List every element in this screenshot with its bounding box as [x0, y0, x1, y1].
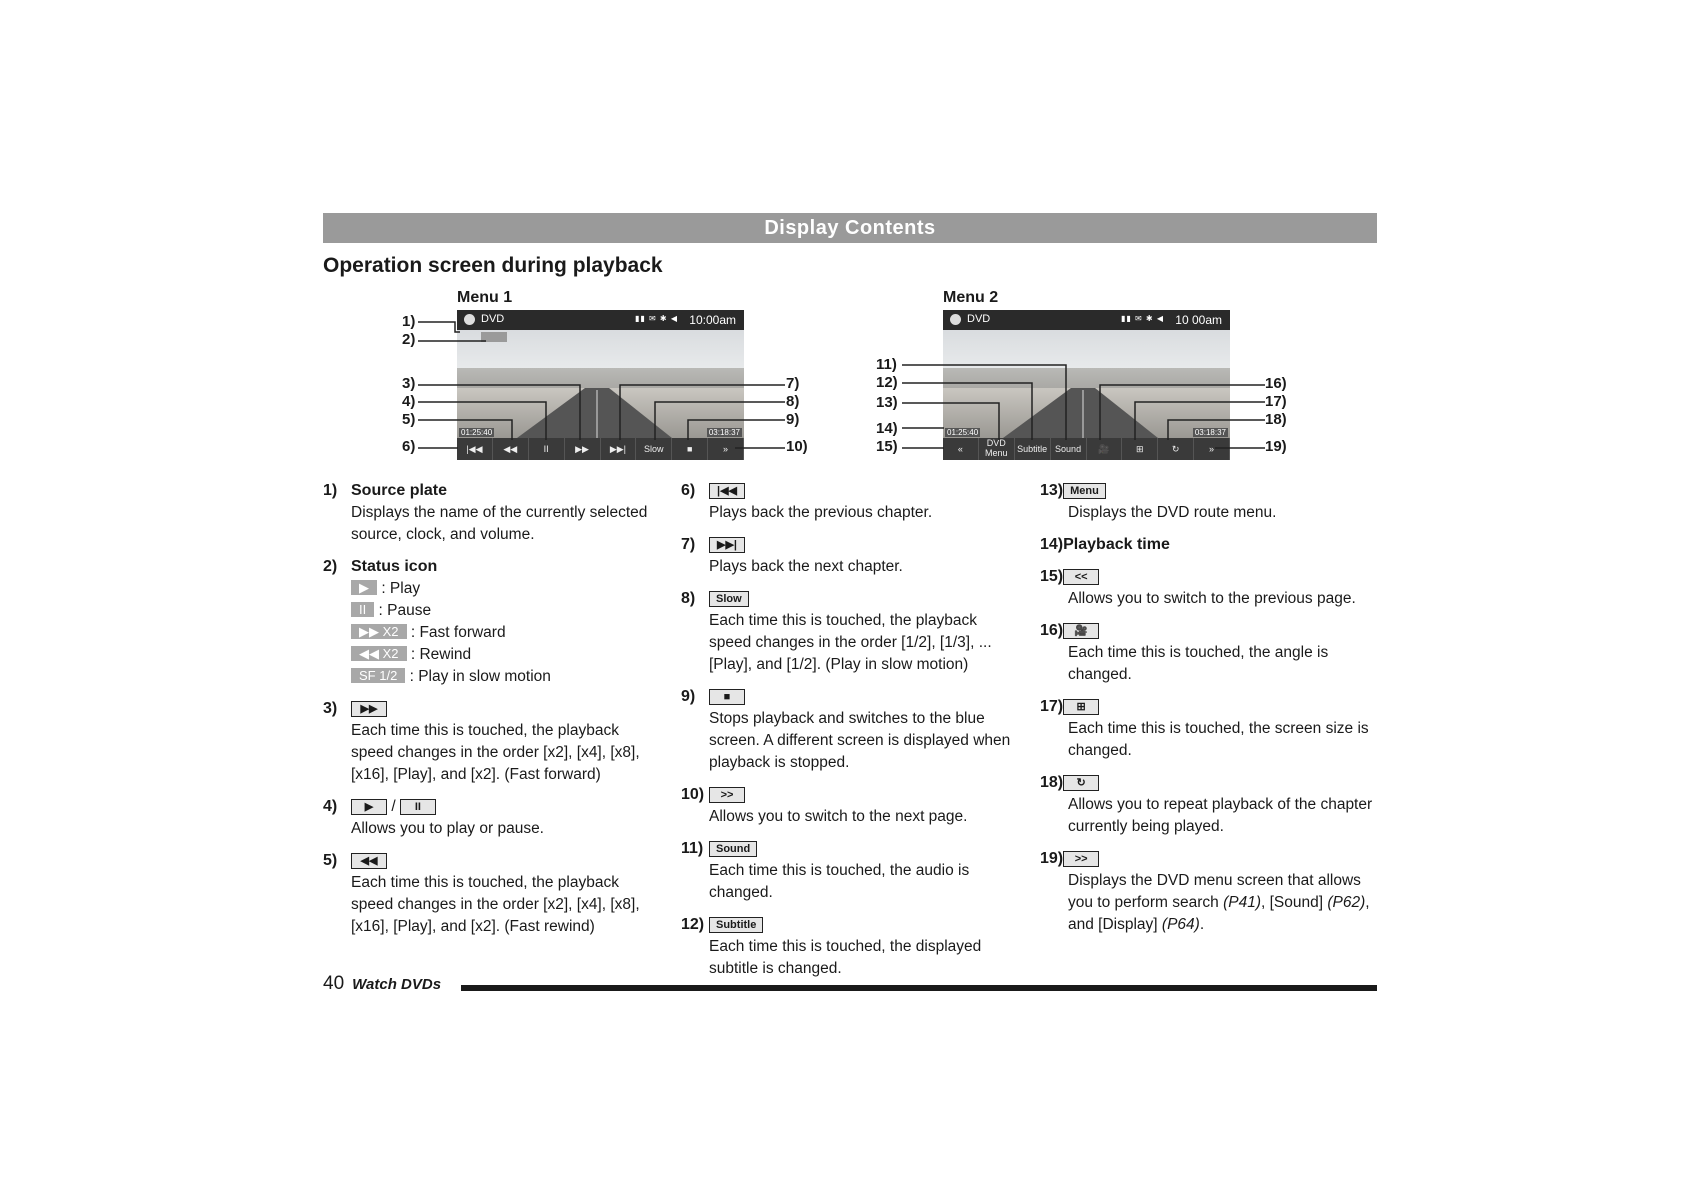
callout-17: 17): [1265, 393, 1287, 410]
item-19: [1040, 848, 1380, 936]
next-page-icon: >>: [709, 787, 745, 803]
slow-button[interactable]: Slow: [636, 438, 672, 460]
screen-size-button[interactable]: ⊞: [1122, 438, 1158, 460]
rewind-button[interactable]: ◀◀: [493, 438, 529, 460]
item-desc: Plays back the next chapter.: [709, 558, 903, 575]
desc-part: , and [Display]: [1068, 894, 1370, 933]
item-number: 14): [1040, 536, 1064, 553]
callout-15: 15): [876, 438, 898, 455]
fast-forward-button[interactable]: ▶▶: [565, 438, 601, 460]
prev-page-button[interactable]: «: [943, 438, 979, 460]
clock: 10:00am: [689, 313, 736, 327]
sound-button[interactable]: Sound: [1051, 438, 1087, 460]
subtitle-button-label: Subtitle: [709, 917, 763, 933]
stop-icon: ■: [709, 689, 745, 705]
item-number: 19): [1040, 850, 1064, 867]
menu-button-label: Menu: [1063, 483, 1106, 499]
time-end: 03:18:37: [1194, 428, 1226, 437]
item-3: [323, 698, 653, 786]
item-number: 18): [1040, 774, 1064, 791]
item-title: Playback time: [1063, 536, 1170, 553]
item-number: 17): [1040, 698, 1064, 715]
item-18: [1040, 772, 1380, 838]
item-desc: Allows you to repeat playback of the chapter currently being played.: [1068, 796, 1373, 835]
time-start: 01:25:40: [461, 428, 493, 437]
pause-button[interactable]: II: [529, 438, 565, 460]
callout-16: 16): [1265, 375, 1287, 392]
item-number: 13): [1040, 482, 1064, 499]
callout-1: 1): [402, 313, 416, 330]
item-number: 8): [681, 590, 696, 607]
item-desc: Each time this is touched, the displayed subtitle is changed.: [709, 938, 982, 977]
fast-forward-icon: ▶▶: [351, 701, 387, 717]
fast-forward-status-icon: ▶▶ X2: [351, 624, 407, 639]
item-number: 6): [681, 482, 696, 499]
page-title: Operation screen during playback: [323, 254, 663, 277]
source-name: DVD: [481, 313, 505, 325]
item-number: 2): [323, 558, 338, 575]
callout-18: 18): [1265, 411, 1287, 428]
item-desc: [1040, 870, 1380, 936]
item-desc: Each time this is touched, the playback speed changes in the order [1/2], [1/3], ... [Play], and [1/2]. (Play in slow motion): [709, 612, 992, 673]
item-number: 4): [323, 798, 338, 815]
item-title: Status icon: [351, 558, 438, 575]
callout-9: 9): [786, 411, 800, 428]
item-number: 9): [681, 688, 696, 705]
item-number: 15): [1040, 568, 1064, 585]
source-name: DVD: [967, 313, 991, 325]
item-number: 10): [681, 786, 705, 803]
pause-status-icon: II: [351, 602, 374, 617]
item-8: [681, 588, 1011, 676]
status-label: : Pause: [378, 602, 432, 619]
status-icons: ▮▮ ✉ ✱ ◀: [634, 314, 678, 323]
item-13: [1040, 480, 1380, 524]
desc-part: Displays the DVD menu screen that allows you to perform search: [1068, 872, 1361, 911]
item-desc: Each time this is touched, the audio is changed.: [709, 862, 970, 901]
desc-part: .: [1199, 916, 1205, 933]
item-number: 5): [323, 852, 338, 869]
column-1: [323, 480, 653, 948]
time-start: 01:25:40: [947, 428, 979, 437]
angle-button[interactable]: 🎥: [1087, 438, 1123, 460]
callout-3: 3): [402, 375, 416, 392]
item-1: [323, 480, 653, 546]
page-ref: (P62): [1327, 894, 1366, 911]
item-desc: Each time this is touched, the playback speed changes in the order [x2], [x4], [x8], [x16], [Play], and [x2]. (Fast forward): [351, 722, 640, 783]
menu2-label: Menu 2: [943, 289, 999, 306]
menu2-callout-lines: [880, 300, 1300, 470]
item-14: [1040, 534, 1380, 556]
status-label: : Play in slow motion: [409, 668, 551, 685]
prev-page-icon: <<: [1063, 569, 1099, 585]
separator: /: [391, 798, 396, 815]
footer: [323, 973, 441, 995]
item-7: [681, 534, 1011, 578]
item-desc: Plays back the previous chapter.: [709, 504, 933, 521]
slow-button-label: Slow: [709, 591, 749, 607]
item-desc: Allows you to switch to the next page.: [709, 808, 968, 825]
prev-chapter-icon: |◀◀: [709, 483, 745, 499]
page-ref: (P41): [1223, 894, 1261, 911]
prev-chapter-button[interactable]: |◀◀: [457, 438, 493, 460]
subtitle-button[interactable]: Subtitle: [1015, 438, 1051, 460]
status-list: [323, 578, 653, 688]
callout-6: 6): [402, 438, 416, 455]
item-desc: Allows you to switch to the previous page.: [1068, 590, 1356, 607]
callout-5: 5): [402, 411, 416, 428]
callout-11: 11): [876, 356, 897, 373]
sound-button-label: Sound: [709, 841, 757, 857]
callout-8: 8): [786, 393, 800, 410]
item-desc: Each time this is touched, the screen size is changed.: [1068, 720, 1369, 759]
screen-size-icon: ⊞: [1063, 699, 1099, 715]
menu1-label: Menu 1: [457, 289, 513, 306]
item-number: 16): [1040, 622, 1064, 639]
item-16: [1040, 620, 1380, 686]
item-15: [1040, 566, 1380, 610]
next-chapter-icon: ▶▶|: [709, 537, 745, 553]
next-chapter-button[interactable]: ▶▶|: [601, 438, 637, 460]
item-desc: Each time this is touched, the angle is changed.: [1068, 644, 1329, 683]
next-page-button[interactable]: »: [1194, 438, 1230, 460]
next-page-icon: >>: [1063, 851, 1099, 867]
callout-19: 19): [1265, 438, 1287, 455]
item-desc: Displays the DVD route menu.: [1068, 504, 1277, 521]
next-page-button[interactable]: »: [708, 438, 744, 460]
item-title: Source plate: [351, 482, 448, 499]
callout-12: 12): [876, 374, 898, 391]
dvd-menu-button[interactable]: DVD Menu: [979, 438, 1015, 460]
callout-7: 7): [786, 375, 800, 392]
menu1-callout-lines: [400, 300, 820, 470]
play-status-icon: ▶: [351, 580, 377, 595]
item-number: 11): [681, 840, 704, 857]
item-5: [323, 850, 653, 938]
pause-icon: II: [400, 799, 436, 815]
desc-part: , [Sound]: [1260, 894, 1328, 911]
page-number: 40: [323, 973, 345, 994]
item-desc: Allows you to play or pause.: [351, 820, 544, 837]
page-ref: (P64): [1161, 916, 1200, 933]
repeat-icon: ↻: [1063, 775, 1099, 791]
status-icons: ▮▮ ✉ ✱ ◀: [1120, 314, 1164, 323]
column-2: [681, 480, 1011, 990]
play-icon: ▶: [351, 799, 387, 815]
rewind-icon: ◀◀: [351, 853, 387, 869]
item-12: [681, 914, 1011, 980]
camera-angle-icon: 🎥: [1063, 623, 1099, 639]
item-desc: Displays the name of the currently selected source, clock, and volume.: [351, 504, 648, 543]
item-9: [681, 686, 1011, 774]
stop-button[interactable]: ■: [672, 438, 708, 460]
callout-13: 13): [876, 394, 898, 411]
rewind-status-icon: ◀◀ X2: [351, 646, 407, 661]
status-label: : Rewind: [410, 646, 472, 663]
status-label: : Play: [381, 580, 421, 597]
section-banner: Display Contents: [323, 213, 1377, 243]
callout-4: 4): [402, 393, 416, 410]
callout-10: 10): [786, 438, 808, 455]
item-number: 7): [681, 536, 696, 553]
clock: 10 00am: [1175, 313, 1222, 327]
item-17: [1040, 696, 1380, 762]
repeat-button[interactable]: ↻: [1158, 438, 1194, 460]
item-number: 3): [323, 700, 338, 717]
footer-rule: [461, 985, 1377, 991]
callout-2: 2): [402, 331, 416, 348]
time-end: 03:18:37: [708, 428, 740, 437]
item-desc: Stops playback and switches to the blue screen. A different screen is displayed when playback is stopped.: [709, 710, 1011, 771]
slow-motion-status-icon: SF 1/2: [351, 668, 405, 683]
item-number: 1): [323, 482, 338, 499]
status-label: : Fast forward: [410, 624, 506, 641]
callout-14: 14): [876, 420, 898, 437]
item-number: 12): [681, 916, 705, 933]
item-10: [681, 784, 1011, 828]
item-2: [323, 556, 653, 688]
item-desc: Each time this is touched, the playback speed changes in the order [x2], [x4], [x8], [x16], [Play], and [x2]. (Fast rewind): [351, 874, 640, 935]
section-name: Watch DVDs: [352, 976, 442, 993]
column-3: [1040, 480, 1380, 946]
item-11: [681, 838, 1011, 904]
item-6: [681, 480, 1011, 524]
item-4: [323, 796, 653, 840]
